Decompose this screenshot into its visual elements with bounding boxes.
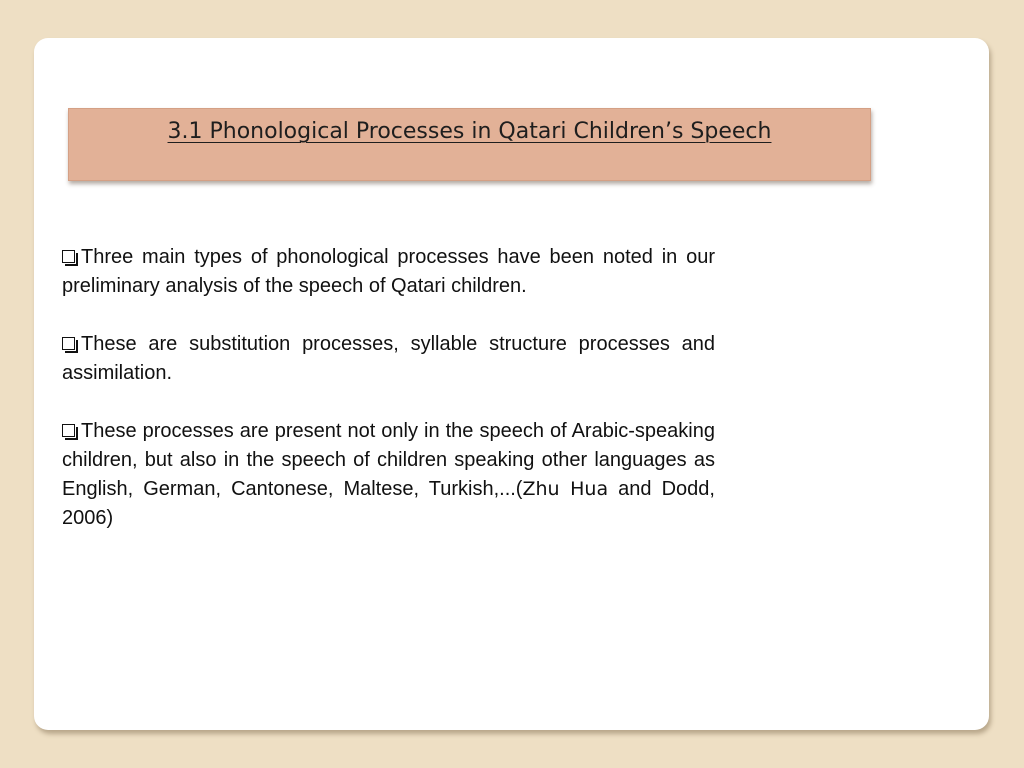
checkbox-bullet-icon [62, 337, 75, 350]
checkbox-bullet-icon [62, 250, 75, 263]
bullet-text-2: These are substitution processes, syllable structure processes and assimilation. [62, 333, 715, 384]
bullet-text-3-after: and Dodd, 2006) [62, 478, 715, 529]
slide-title: 3.1 Phonological Processes in Qatari Children’s Speech [167, 119, 772, 144]
bullet-item-2 [62, 330, 715, 388]
checkbox-bullet-icon [62, 424, 75, 437]
bullet-item-1 [62, 243, 715, 301]
title-box [68, 108, 871, 181]
bullet-item-3 [62, 417, 715, 533]
citation-author-name: Zhu Hua [522, 478, 609, 500]
bullet-text-3-before: These processes are present not only in the speech of Arabic-speaking children, but also in the speech of children speaking other languages as English, German, Cantonese, Maltese, Turkish,...( [62, 420, 715, 500]
bullet-text-1: Three main types of phonological processes have been noted in our preliminary analysis of the speech of Qatari children. [62, 246, 715, 297]
bullet-list [62, 243, 715, 562]
